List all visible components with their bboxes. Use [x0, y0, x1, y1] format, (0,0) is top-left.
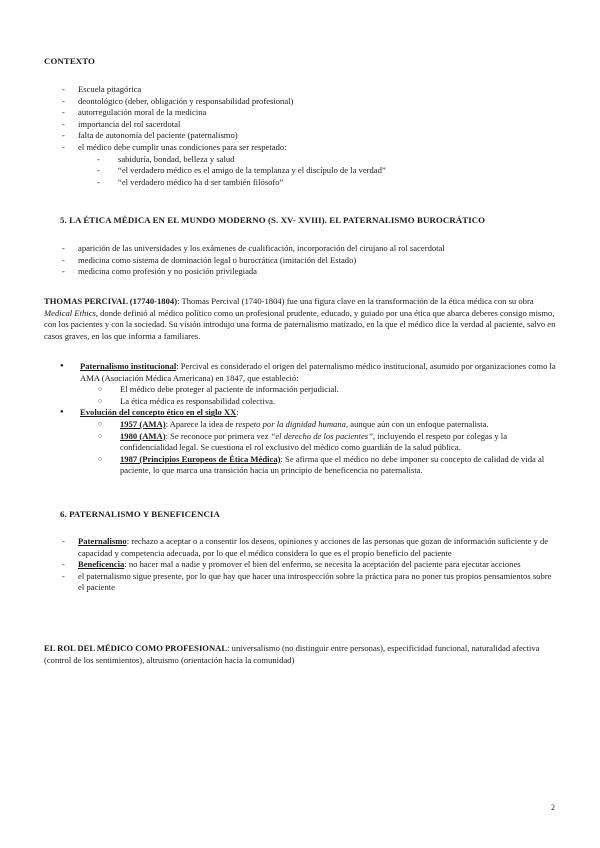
list-item: ○ La ética médica es responsabilidad colectiva.	[44, 396, 558, 408]
list-item: - medicina como sistema de dominación legal o burocrática (imitación del Estado)	[44, 255, 558, 267]
list-item: ○ El médico debe proteger al paciente de información perjudicial.	[44, 384, 558, 396]
section5-list-block	[44, 243, 558, 278]
beneficencia-label: Beneficencia	[78, 559, 125, 570]
list-item: ○ 1957 (AMA): Aparece la idea de respeto por la dignidad humana, aunque aún con un enfoque paternalista.	[44, 419, 558, 431]
list-item: - deontológico (deber, obligación y responsabilidad profesional)	[44, 96, 558, 108]
list-item: ● Evolución del concepto ético en el siglo XX:	[44, 407, 558, 419]
evolucion-sublist	[44, 419, 558, 477]
page-number: 2	[551, 803, 555, 812]
list-item: - Paternalismo: rechazo a aceptar o a consentir los deseos, opiniones y acciones de las personas que gozan de información suficiente y de capacidad y competencia adecuada, por lo que el médico considera lo que es el propio beneficio del paciente	[44, 536, 558, 559]
list-item: ○ 1987 (Principios Europeos de Ética Médica): Se afirma que el médico no debe imponer su concepto de calidad de vida al paciente, lo que marca una transición hacia un principio de beneficencia no paternalista.	[44, 454, 558, 477]
section5-heading-block	[60, 215, 560, 227]
list-item: - Escuela pitagórica	[44, 84, 558, 96]
list-item: ○ 1980 (AMA): Se reconoce por primera vez “el derecho de los pacientes”, incluyendo el respeto por colegas y la confidencialidad legal. Se cuestiona el rol exclusivo del médico como guardián de la salud pública.	[44, 431, 558, 454]
section6-heading-block	[60, 509, 560, 521]
section5-list	[44, 243, 558, 278]
contexto-list	[44, 84, 558, 154]
percival-list-block	[44, 361, 558, 477]
paternalismo-inst-sublist	[44, 384, 558, 407]
evolucion-label: Evolución del concepto ético en el siglo XX	[80, 407, 237, 418]
list-item: - el médico debe cumplir unas condiciones para ser respetado:	[44, 142, 558, 154]
list-item: ● Paternalismo institucional: Percival es considerado el origen del paternalismo médico institucional, asumido por organizaciones como la AMA (Asociación Médica Americana) en 1847, que estableció:	[44, 361, 558, 384]
rol-paragraph: EL ROL DEL MÉDICO COMO PROFESIONAL: universalismo (no distinguir entre personas), especificidad funcional, naturalidad afectiva (control de los sentimientos), altruismo (orientación hacia la comunidad)	[44, 643, 540, 665]
percival-name: THOMAS PERCIVAL (17740-1804)	[44, 296, 178, 306]
evolucion-bullet	[44, 407, 558, 419]
contexto-list-block	[44, 84, 558, 188]
list-item: - aparición de las universidades y los exámenes de cualificación, incorporación del cirujano al rol sacerdotal	[44, 243, 558, 255]
percival-paragraph: THOMAS PERCIVAL (17740-1804): Thomas Percival (1740-1804) fue una figura clave en la transformación de la ética médica con su obra Medical Ethics, donde definió al médico político como un profesional prudente, educado, y guiado por una ética que abarca deberes consigo mismo, con los pacientes y con la sociedad. Su visión introdujo una forma de paternalismo matizado, en la que el médico dice la verdad al paciente, salvo en casos graves, en los que informa a familiares.	[44, 296, 556, 341]
section6-list-block	[44, 536, 558, 594]
contexto-section	[44, 56, 558, 68]
list-item: - “el verdadero médico es el amigo de la templanza y el discípulo de la verdad”	[44, 165, 558, 177]
contexto-heading: CONTEXTO	[44, 56, 95, 66]
contexto-sublist	[44, 154, 558, 189]
list-item: - Beneficencia: no hacer mal a nadie y promover el bien del enfermo, se necesita la aceptación del paciente para ejecutar acciones	[44, 559, 558, 571]
section5-heading: 5. LA ÉTICA MÉDICA EN EL MUNDO MODERNO (S. XV- XVIII). EL PATERNALISMO BUROCRÁTICO	[60, 215, 486, 225]
list-item: - “el verdadero médico ha d ser también filósofo”	[44, 177, 558, 189]
list-item: - falta de autonomía del paciente (paternalismo)	[44, 130, 558, 142]
list-item: - medicina como profesión y no posición privilegiada	[44, 266, 558, 278]
list-item: - sabiduría, bondad, belleza y salud	[44, 154, 558, 166]
rol-label: EL ROL DEL MÉDICO COMO PROFESIONAL	[44, 643, 228, 653]
paternalismo-label: Paternalismo	[78, 536, 127, 546]
section6-heading: 6. PATERNALISMO Y BENEFICENCIA	[60, 509, 220, 519]
list-item: - autorregulación moral de la medicina	[44, 107, 558, 119]
section6-list	[44, 536, 558, 594]
list-item: - el paternalismo sigue presente, por lo que hay que hacer una introspección sobre la práctica para no poner tus propios pensamientos sobre el paciente	[44, 571, 558, 594]
percival-bullets	[44, 361, 558, 384]
paternalismo-institucional-label: Paternalismo institucional	[80, 361, 177, 371]
list-item: - importancia del rol sacerdotal	[44, 119, 558, 131]
medical-ethics-title: Medical Ethics	[44, 307, 96, 318]
